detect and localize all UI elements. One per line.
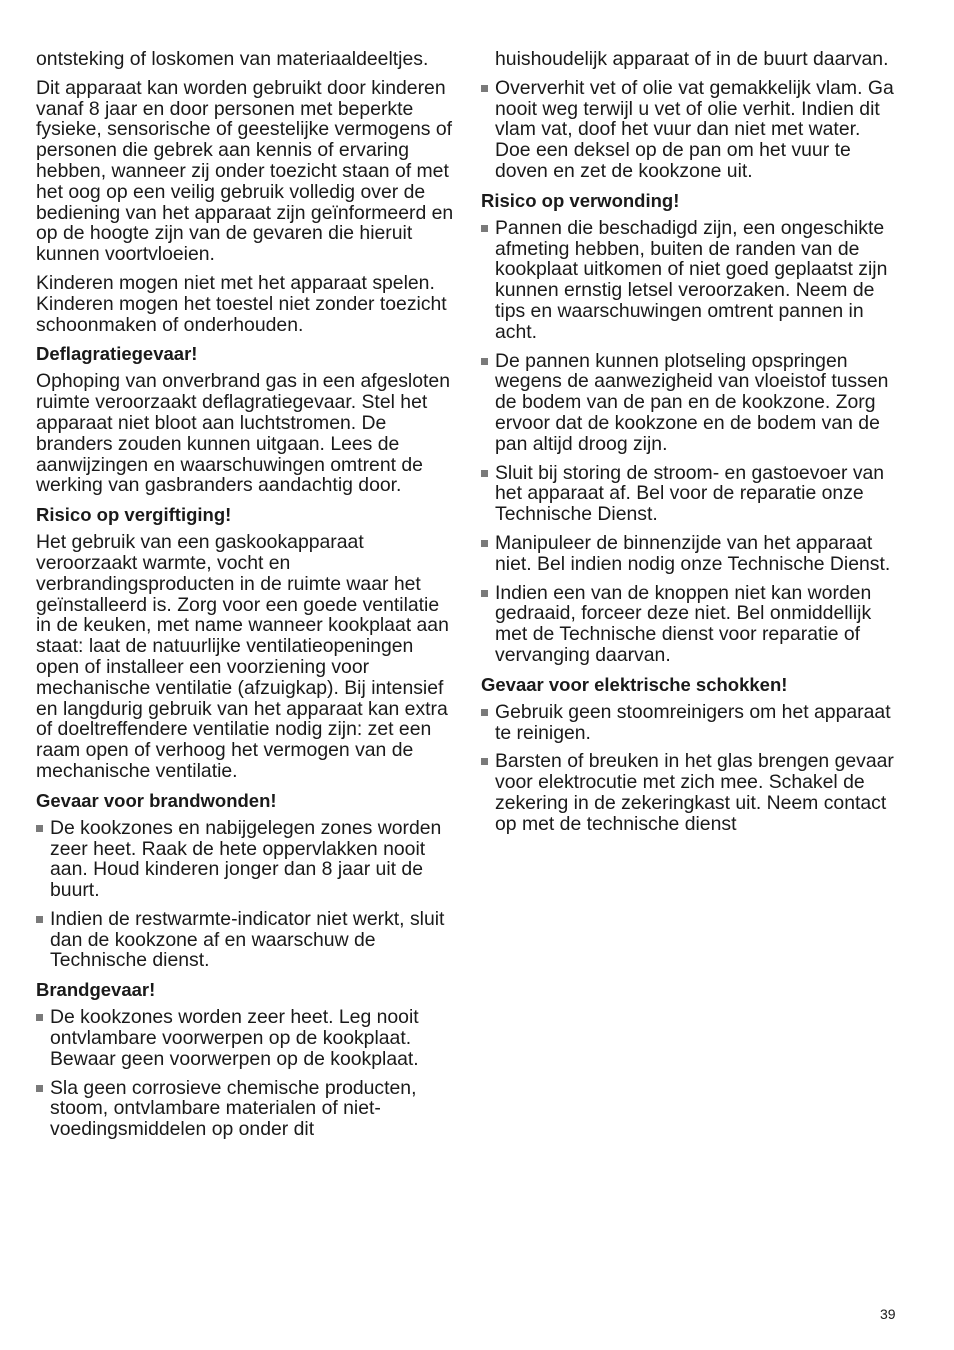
heading-electric-shock: Gevaar voor elektrische schokken! xyxy=(481,673,788,695)
list-electric-shock xyxy=(481,702,901,835)
list-item: Manipuleer de binnenzijde van het apparaat niet. Bel indien nodig onze Technische Dienst. xyxy=(481,533,901,575)
list-item: De pannen kunnen plotseling opspringen wegens de aanwezigheid van vloeistof tussen de bodem van de pan en de kookzone. Zorg ervoor dat de kookzone en de bodem van de pan altijd droog zijn. xyxy=(481,351,901,455)
heading-injury: Risico op verwonding! xyxy=(481,189,680,211)
right-column xyxy=(481,49,901,843)
paragraph-continuation: ontsteking of loskomen van materiaaldeeltjes. xyxy=(36,48,429,70)
heading-fire: Brandgevaar! xyxy=(36,979,156,1001)
list-fire xyxy=(36,1007,454,1140)
list-item: Oververhit vet of olie vat gemakkelijk vlam. Ga nooit weg terwijl u vet of olie verhit. Indien dit vlam vat, doof het vuur dan niet met water. Doe een deksel op de pan om het vuur te doven en zet de kookzone uit. xyxy=(481,78,901,182)
list-injury xyxy=(481,218,901,666)
list-item: Sluit bij storing de stroom- en gastoevoer van het apparaat af. Bel voor de reparatie onze Technische Dienst. xyxy=(481,463,901,525)
heading-deflagration: Deflagratiegevaar! xyxy=(36,343,198,365)
list-item: De kookzones en nabijgelegen zones worden zeer heet. Raak de hete oppervlakken nooit aan. Houd kinderen jonger dan 8 jaar uit de buurt. xyxy=(36,818,454,901)
paragraph-children-use: Dit apparaat kan worden gebruikt door kinderen vanaf 8 jaar en door personen met beperkte fysieke, sensorische of geestelijke vermogens of personen die gebrek aan kennis of ervaring hebben, wanneer zij onder toezicht staan of met het oog op een veilig gebruik volledig over de bediening van het apparaat zijn geïnformeerd en op de hoogte zijn van de gevaren die hieruit kunnen voortvloeien. xyxy=(36,76,454,266)
heading-poisoning: Risico op vergiftiging! xyxy=(36,504,232,526)
list-fire-continued xyxy=(481,78,901,182)
list-item: De kookzones worden zeer heet. Leg nooit ontvlambare voorwerpen op de kookplaat. Bewaar geen voorwerpen op de kookplaat. xyxy=(36,1007,454,1069)
page-number: 39 xyxy=(880,1306,896,1322)
list-item: Indien de restwarmte-indicator niet werkt, sluit dan de kookzone af en waarschuw de Technische dienst. xyxy=(36,909,454,971)
paragraph-poisoning: Het gebruik van een gaskookapparaat veroorzaakt warmte, vocht en verbrandingsproducten in de ruimte waar het geïnstalleerd is. Zorg voor een goede ventilatie in de keuken, met name wanneer kookplaat aan staat: laat de natuurlijke ventilatieopeningen open of installeer een voorziening voor mechanische ventilatie (afzuigkap). Bij intensief en langdurig gebruik van het apparaat kan extra of doeltreffendere ventilatie nodig zijn: zet een raam open of verhoog het vermogen van de mechanische ventilatie. xyxy=(36,531,449,782)
list-item: Sla geen corrosieve chemische producten, stoom, ontvlambare materialen of niet-voedingsmiddelen op onder dit xyxy=(36,1078,454,1140)
list-item: Pannen die beschadigd zijn, een ongeschikte afmeting hebben, buiten de randen van de kookplaat uitkomen of niet goed geplaatst zijn kunnen ernstig letsel veroorzaken. Neem de tips en waarschuwingen omtrent pannen in acht. xyxy=(481,218,901,343)
paragraph-deflagration: Ophoping van onverbrand gas in een afgesloten ruimte veroorzaakt deflagratiegevaar. Stel het apparaat niet bloot aan luchtstromen. De branders zouden kunnen uitgaan. Lees de aanwijzingen en waarschuwingen omtrent de werking van gasbranders aandachtig door. xyxy=(36,370,450,497)
list-item: Indien een van de knoppen niet kan worden gedraaid, forceer deze niet. Bel onmiddellijk met de Technische dienst voor reparatie of vervanging daarvan. xyxy=(481,583,901,666)
list-item: Barsten of breuken in het glas brengen gevaar voor elektrocutie met zich mee. Schakel de zekering in de zekeringkast uit. Neem contact op met de technische dienst xyxy=(481,751,901,834)
list-burns xyxy=(36,818,454,972)
heading-burns: Gevaar voor brandwonden! xyxy=(36,789,277,811)
paragraph-children-play: Kinderen mogen niet met het apparaat spelen. Kinderen mogen het toestel niet zonder toezicht schoonmaken of onderhouden. xyxy=(36,271,447,336)
left-column xyxy=(36,49,454,1148)
list-item: Gebruik geen stoomreinigers om het apparaat te reinigen. xyxy=(481,702,901,744)
list-item-continuation: huishoudelijk apparaat of in de buurt daarvan. xyxy=(495,48,889,70)
